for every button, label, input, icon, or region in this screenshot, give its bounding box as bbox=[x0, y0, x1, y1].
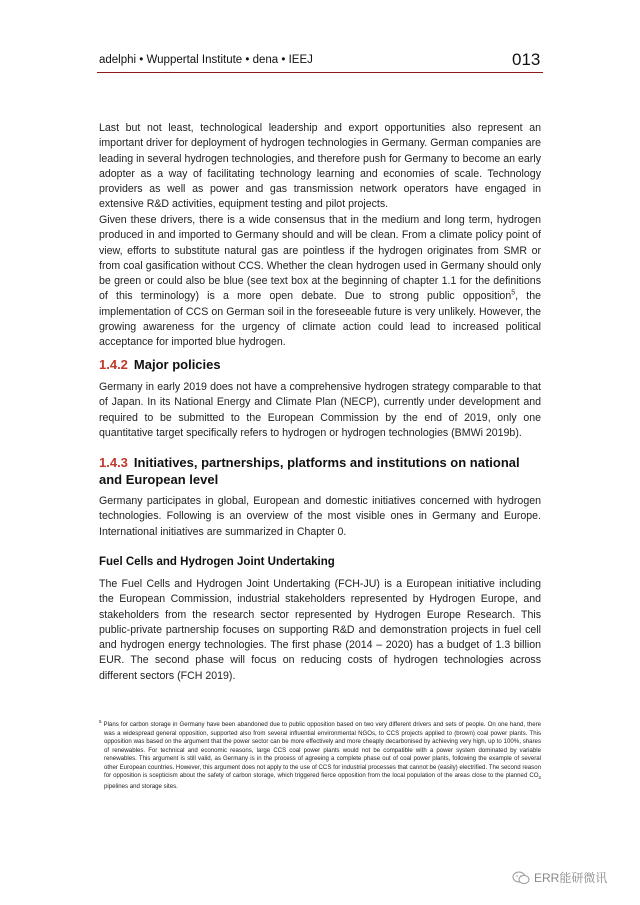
paragraph-text: Given these drivers, there is a wide consensus that in the medium and long term, hydrogen produced in and imported to Germany should and will be clean. From a climate policy point of view, efforts to substitute natural gas are pointless if the hydrogen originates from SMR or from coal gasification without CCS. Whether the clean hydrogen used in Germany should only be green or could also be blue (see text box at the beginning of chapter 1.1 for the definitions of this terminology) is a more open debate. Due to strong public opposition bbox=[99, 214, 541, 303]
paragraph-fch-ju: The Fuel Cells and Hydrogen Joint Undertaking (FCH-JU) is a European initiative including the European Commission, industrial stakeholders represented by Hydrogen Europe, and stakeholders from the research sector represented by Hydrogen Europe Research. This public-private partnership focuses on supporting R&D and demonstration projects in fuel cell and hydrogen energy technologies. The first phase (2014 – 2020) has a budget of 1.3 billion EUR. The second phase will focus on reducing costs of hydrogen technologies across different sectors (FCH 2019). bbox=[99, 578, 541, 682]
footnote-text: pipelines and storage sites. bbox=[104, 783, 178, 791]
watermark-text: ERR能研微讯 bbox=[534, 871, 608, 885]
footnote-reference[interactable]: 5 bbox=[511, 289, 516, 297]
section-heading-1-4-3 bbox=[99, 455, 541, 488]
footnote-body bbox=[99, 718, 541, 792]
paragraph-drivers-consensus bbox=[99, 213, 541, 351]
page-number: 013 bbox=[512, 50, 541, 69]
wechat-icon bbox=[512, 871, 530, 885]
paragraph-major-policies: Germany in early 2019 does not have a comprehensive hydrogen strategy comparable to that of Japan. In its National Energy and Climate Plan (NECP), currently under development and required to be submitted to the European Commission by the end of 2019, only one quantitative target specifically refers to hydrogen or hydrogen technologies (BMWi 2019b). bbox=[99, 381, 541, 439]
section-title: Major policies bbox=[133, 357, 221, 372]
paragraph-technological-leadership: Last but not least, technological leadership and export opportunities also represent an important driver for deployment of hydrogen technologies in Germany. German companies are leading in several hydrogen technologies, and therefore push for Germany to become an early adopter as a way of facilitating technology learning and economies of scale. Technology providers as well as power and gas transmission network operators have engaged in extensive R&D activities, equipment testing and pilot projects. bbox=[99, 122, 541, 211]
section-heading-1-4-2 bbox=[99, 357, 541, 374]
header-organizations: adelphi • Wuppertal Institute • dena • IEEJ bbox=[99, 54, 313, 66]
section-title: Initiatives, partnerships, platforms and institutions on national and European level bbox=[99, 455, 520, 487]
section-number: 1.4.3 bbox=[99, 455, 128, 470]
watermark bbox=[512, 869, 607, 886]
subheading-fch-ju: Fuel Cells and Hydrogen Joint Undertaking bbox=[99, 556, 335, 568]
footnote-5 bbox=[99, 718, 541, 792]
paragraph-text: , the implementation of CCS on German soil in the foreseeable future is very unlikely. However, the growing awareness for the urgency of climate action could lead to increased political acceptance for imported blue hydrogen. bbox=[99, 290, 541, 349]
header-divider bbox=[97, 72, 543, 73]
footnote-marker: 5 bbox=[99, 719, 102, 724]
section-number: 1.4.2 bbox=[99, 357, 128, 372]
footnote-text: Plans for carbon storage in Germany have been abandoned due to public opposition based on two very different drivers and sets of people. On one hand, there was a widespread general opposition, supported also from several influential environmental NGOs, to CCS projects applied to (brown) coal power plants. This opposition was based on the argument that the power sector can be more effectively and more cheaply decarbonised by achieving very high, up to 100%, shares of renewables. For technical and economic reasons, large CCS coal power plants would not be compatible with a power system dominated by variable renewables. This argument is still valid, as Germany is in the process of agreeing a complete phase out of coal power plants, following the example of several other European countries. However, this argument does not apply to the use of CCS for industrial processes that cannot be (easily) electrified. The second reason for opposition is scepticism about the safety of carbon storage, which triggered fierce opposition from the local population of the areas close to the planned CO bbox=[103, 721, 541, 780]
paragraph-initiatives: Germany participates in global, European and domestic initiatives concerned with hydrogen technologies. Following is an overview of the most visible ones in Germany and Europe. International initiatives are summarized in Chapter 0. bbox=[99, 495, 541, 538]
footnote-subscript: 2 bbox=[538, 775, 541, 781]
